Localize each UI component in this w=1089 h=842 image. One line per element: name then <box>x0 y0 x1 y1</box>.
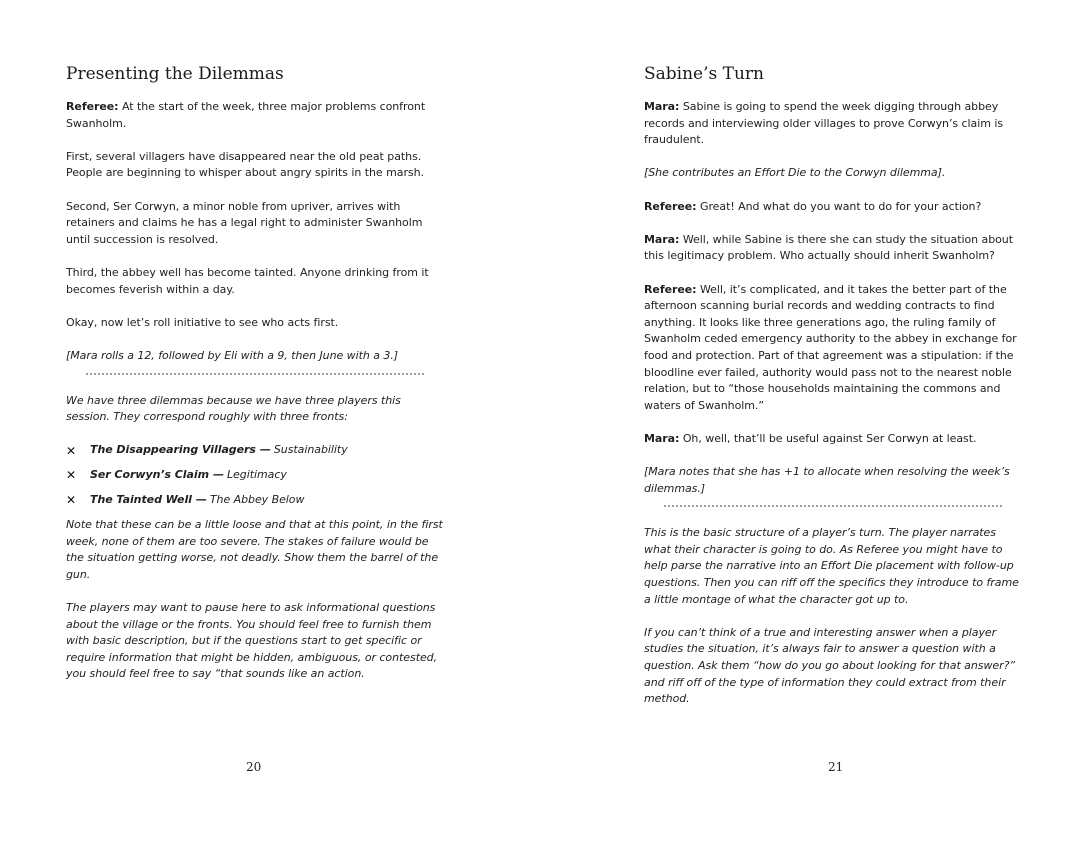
dotted-divider <box>86 373 424 375</box>
right-paragraph-2: [She contributes an Effort Die to the Corwyn dilemma]. <box>644 166 946 180</box>
front-label: Sustainability <box>273 443 348 457</box>
right-paragraph-9: If you can’t think of a true and interesting answer when a player studies the situation, it’s always fair to answer a question with a question. Ask them “how do you go about looking for that answer?” and riff off of the type of information they could extract from their method. <box>644 625 1016 706</box>
right-page <box>644 0 1026 842</box>
dialogue-text: Oh, well, that’ll be useful against Ser Corwyn at least. <box>679 431 977 445</box>
left-paragraph-6: [Mara rolls a 12, followed by Eli with a 9, then June with a 3.] <box>66 348 399 362</box>
x-mark-icon: ✕ <box>66 493 77 508</box>
left-paragraph-3: Second, Ser Corwyn, a minor noble from upriver, arrives with retainers and claims he has a legal right to administer Swanholm until succession is resolved. <box>66 199 423 246</box>
front-item <box>66 467 448 484</box>
left-paragraph-2: First, several villagers have disappeared near the old peat paths. People are beginning to whisper about angry spirits in the marsh. <box>66 149 424 180</box>
dialogue-text: Well, it’s complicated, and it takes the better part of the afternoon scanning burial records and wedding contracts to find anything. It looks like three generations ago, the ruling family of Swanholm ceded emergency authority to the abbey in exchange for food and protection. Part of that agreement was a stipulation: if the bloodline ever failed, authority would pass not to the nearest noble relation, but to “those households maintaining the commons and waters of Swanholm.” <box>644 282 1017 412</box>
dilemma-name: The Disappearing Villagers <box>90 443 256 457</box>
front-item <box>66 492 448 509</box>
dash-separator: — <box>213 468 224 482</box>
front-item <box>66 442 448 459</box>
right-paragraph-3 <box>644 199 1026 216</box>
dialogue-text: Well, while Sabine is there she can study the situation about this legitimacy problem. Who actually should inherit Swanholm? <box>644 232 1013 263</box>
front-label: The Abbey Below <box>209 493 305 507</box>
right-paragraph-8: This is the basic structure of a player’s turn. The player narrates what their character is going to do. As Referee you might have to help parse the narrative into an Effort Die placement with follow-up questions. Then you can riff off the specifics they introduce to frame a little montage of what the character got up to. <box>644 526 1019 606</box>
left-paragraph-1 <box>66 99 448 132</box>
right-page-title: Sabine’s Turn <box>644 64 765 84</box>
page-number: 20 <box>246 760 262 774</box>
dash-separator: — <box>195 493 207 507</box>
page-number: 21 <box>828 760 844 774</box>
dialogue-text: Great! And what do you want to do for your action? <box>696 199 982 213</box>
speaker-label: Referee: <box>66 100 119 113</box>
x-mark-icon: ✕ <box>66 468 77 483</box>
left-paragraph-9: The players may want to pause here to ask informational questions about the village or the fronts. You should feel free to furnish them with basic description, but if the questions start to get specific or require information that might be hidden, ambiguous, or contested, you should feel free to say “that sounds like an action. <box>66 600 438 681</box>
speaker-label: Referee: <box>644 199 697 213</box>
right-paragraph-5 <box>644 282 1026 415</box>
dilemma-name: Ser Corwyn’s Claim <box>90 468 210 482</box>
dialogue-text: Sabine is going to spend the week digging through abbey records and interviewing older villages to prove Corwyn’s claim is fraudulent. <box>644 100 1004 147</box>
dilemma-name: The Tainted Well <box>90 493 192 507</box>
speaker-label: Referee: <box>644 282 697 296</box>
left-paragraph-8: Note that these can be a little loose and that at this point, in the first week, none of them are too severe. The stakes of failure would be the situation getting worse, not deadly. Show them the barrel of the gun. <box>66 517 443 581</box>
right-paragraph-6 <box>644 431 1026 448</box>
left-page <box>66 0 448 842</box>
speaker-label: Mara: <box>644 232 680 246</box>
right-paragraph-7: [Mara notes that she has +1 to allocate when resolving the week’s dilemmas.] <box>644 465 1010 495</box>
left-page-body <box>66 99 448 699</box>
speaker-label: Mara: <box>644 100 680 113</box>
left-paragraph-7: We have three dilemmas because we have three players this session. They correspond roughly with three fronts: <box>66 393 401 424</box>
dialogue-text: At the start of the week, three major problems confront Swanholm. <box>66 100 426 130</box>
left-paragraph-5: Okay, now let’s roll initiative to see who acts first. <box>66 315 339 329</box>
x-mark-icon: ✕ <box>66 443 77 458</box>
front-label: Legitimacy <box>226 468 287 482</box>
dotted-divider <box>664 505 1002 507</box>
dash-separator: — <box>259 443 271 457</box>
fronts-list <box>66 442 448 508</box>
right-page-body <box>644 99 1026 724</box>
left-page-title: Presenting the Dilemmas <box>66 64 284 84</box>
left-paragraph-4: Third, the abbey well has become tainted. Anyone drinking from it becomes feverish within a day. <box>66 265 429 296</box>
right-paragraph-4 <box>644 232 1026 265</box>
right-paragraph-1 <box>644 99 1026 149</box>
speaker-label: Mara: <box>644 431 680 445</box>
